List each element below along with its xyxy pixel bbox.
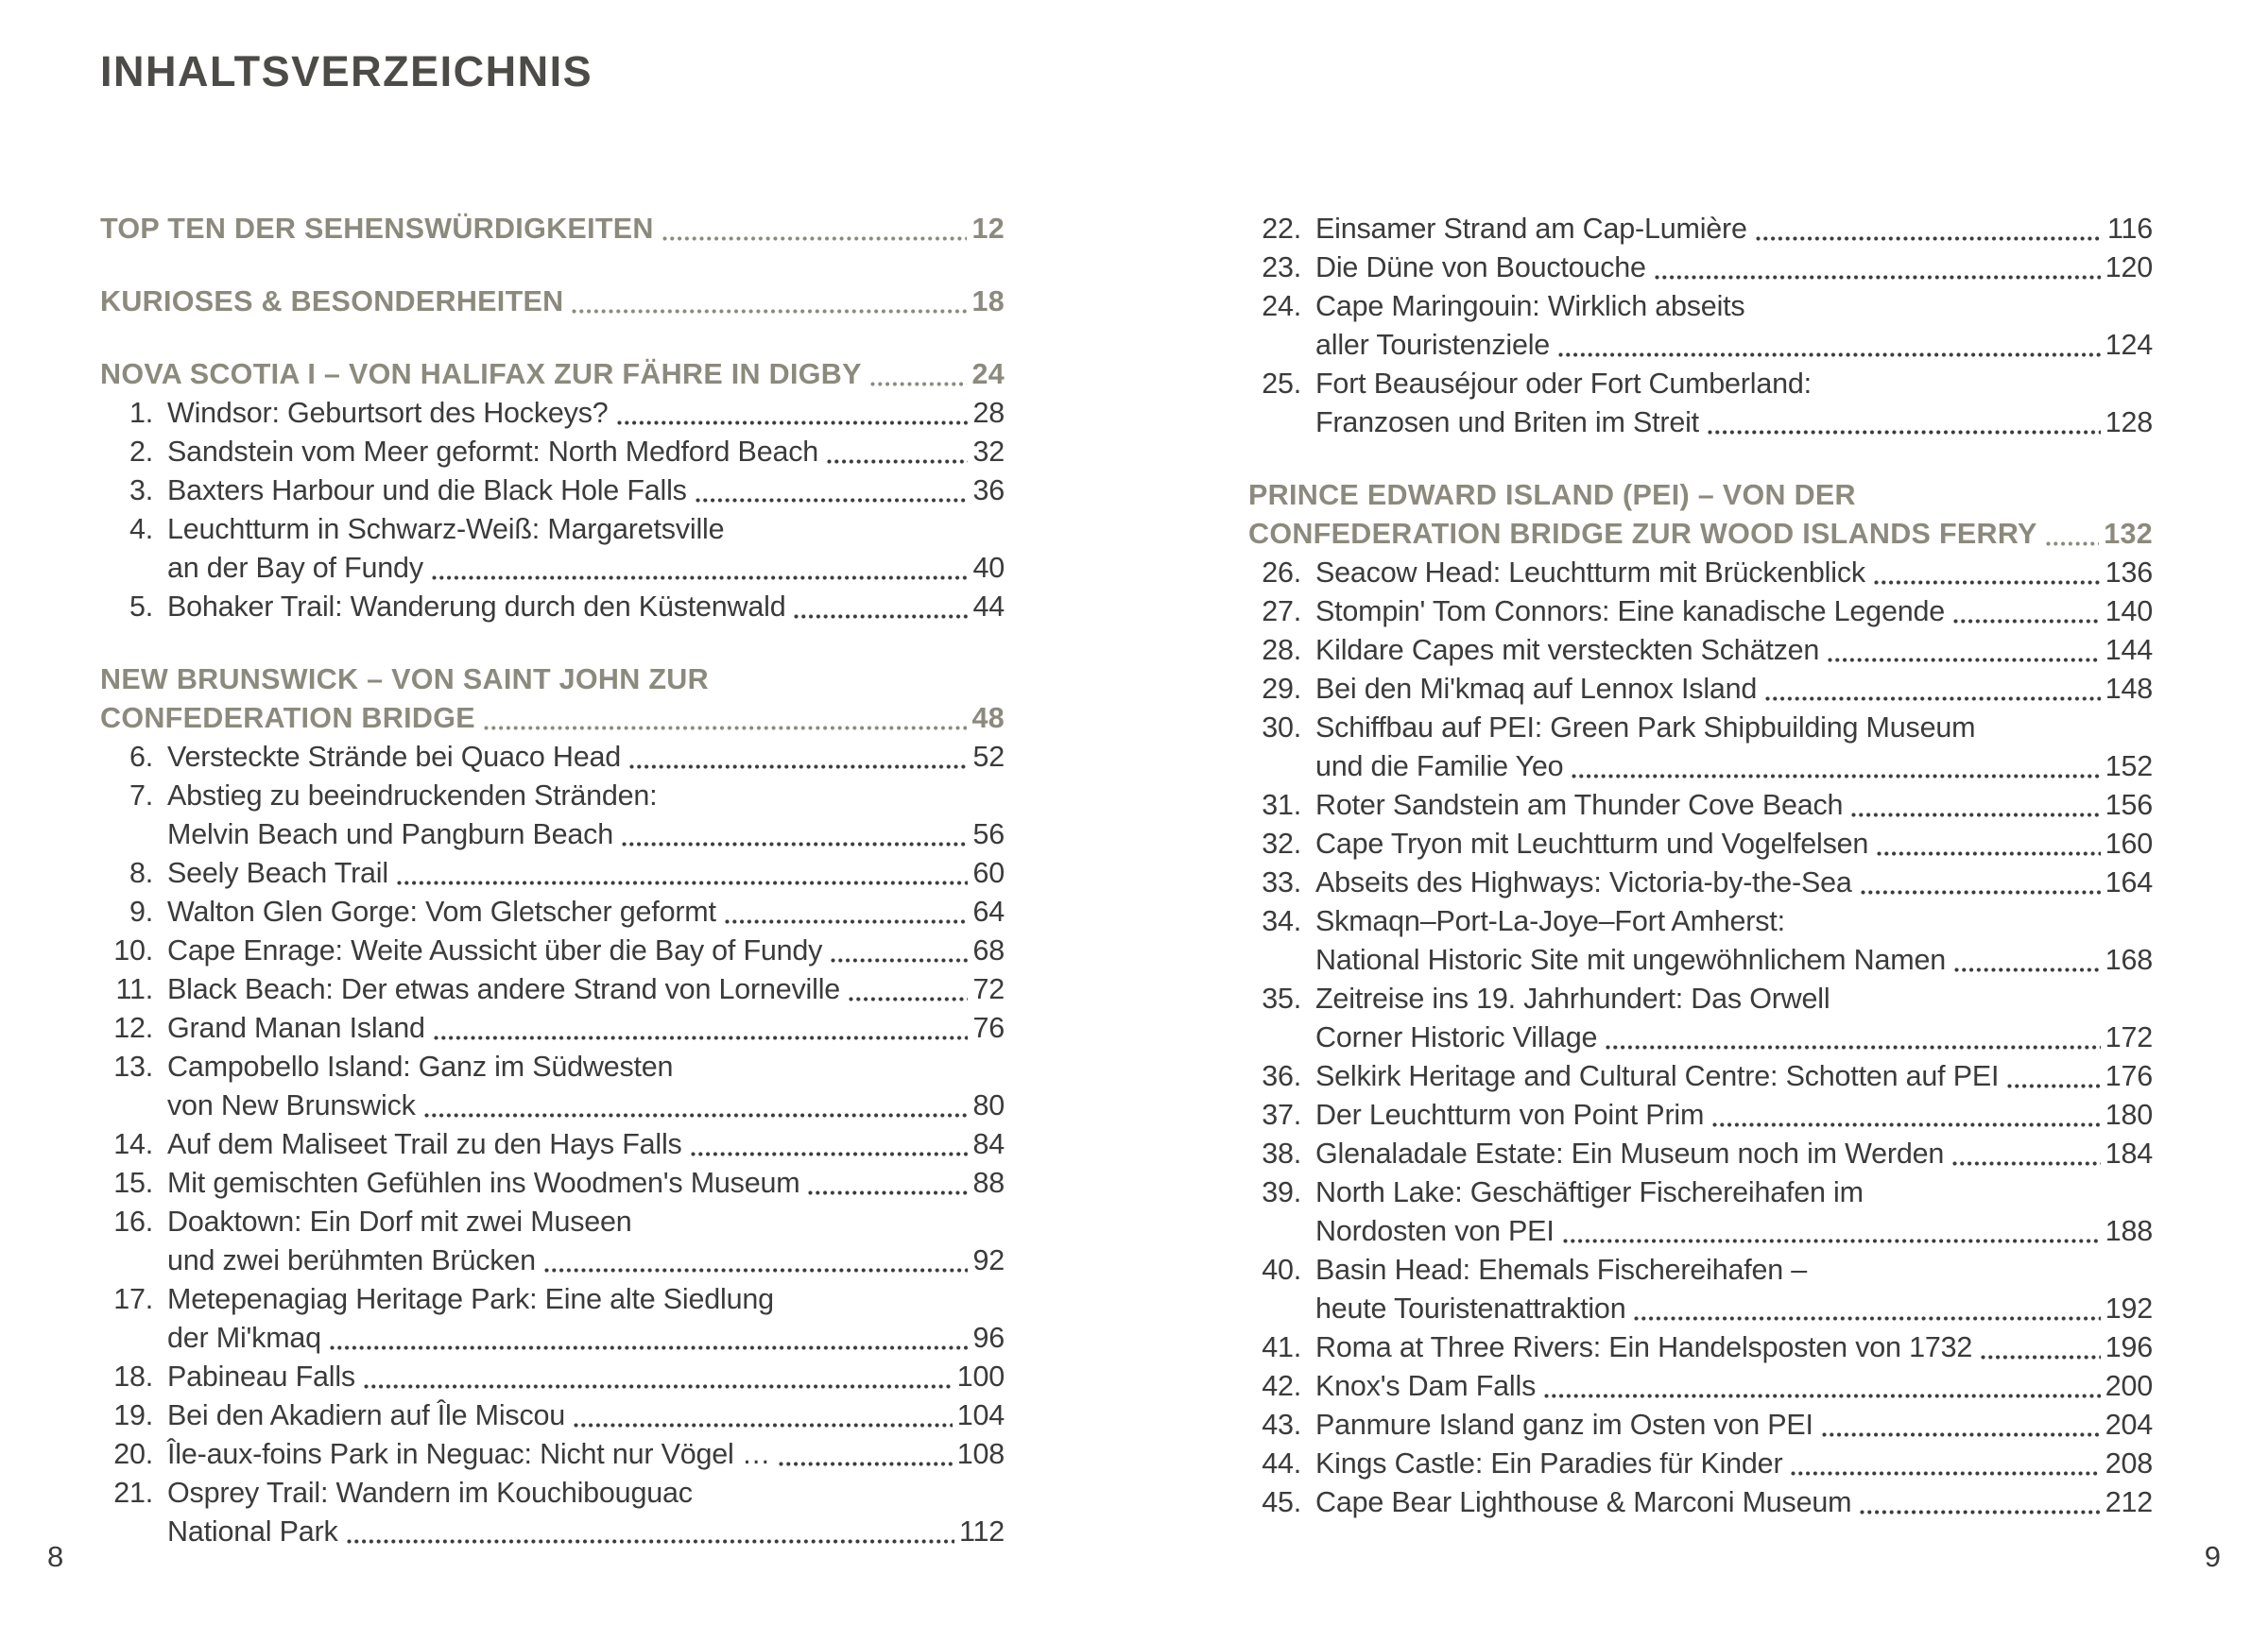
dot-leader	[793, 613, 968, 620]
toc-entry-number: 25.	[1262, 368, 1301, 400]
toc-row	[100, 660, 1005, 699]
dot-leader	[543, 1267, 969, 1274]
toc-entry-page: 60	[972, 857, 1005, 889]
toc-entry-page: 156	[2105, 789, 2153, 821]
dot-leader	[433, 1035, 969, 1041]
toc-row	[100, 210, 1005, 248]
toc-row	[1248, 287, 2153, 326]
toc-entry-title: Walton Glen Gorge: Vom Gletscher geformt	[167, 896, 716, 928]
toc-entry-title: Auf dem Maliseet Trail zu den Hays Falls	[167, 1128, 682, 1160]
toc-entry-page: 28	[972, 397, 1005, 429]
dot-leader	[1711, 1121, 2101, 1128]
dot-leader	[1873, 579, 2101, 586]
toc-column-left	[100, 210, 1005, 1551]
toc-entry-number: 39.	[1262, 1176, 1301, 1208]
toc-row	[100, 510, 1005, 549]
toc-entry-title: Selkirk Heritage and Cultural Centre: Schotten auf PEI	[1315, 1060, 2000, 1092]
toc-entry-page: 208	[2105, 1447, 2153, 1480]
toc-entry-page: 48	[971, 702, 1005, 734]
toc-row	[1248, 670, 2153, 709]
toc-entry-title: Sandstein vom Meer geformt: North Medford Beach	[167, 436, 819, 468]
toc-entry-page: 68	[972, 934, 1005, 967]
toc-entry-page: 80	[972, 1089, 1005, 1121]
toc-row	[100, 588, 1005, 626]
toc-entry-title: Die Düne von Bouctouche	[1315, 251, 1646, 283]
toc-entry-page: 136	[2105, 556, 2153, 589]
toc-entry-title: TOP TEN DER SEHENSWÜRDIGKEITEN	[100, 213, 654, 245]
toc-entry-number: 24.	[1262, 290, 1301, 322]
toc-row	[100, 1358, 1005, 1396]
dot-leader	[2006, 1083, 2100, 1089]
toc-entry-number: 5.	[129, 590, 153, 623]
toc-column-right	[1248, 210, 2153, 1551]
toc-entry-title: Versteckte Strände bei Quaco Head	[167, 741, 622, 773]
toc-entry-title: Doaktown: Ein Dorf mit zwei Museen	[167, 1206, 632, 1238]
dot-leader	[830, 957, 968, 964]
toc-row	[1248, 248, 2153, 287]
toc-entry-title: und zwei berühmten Brücken	[167, 1244, 536, 1276]
toc-row	[100, 854, 1005, 893]
dot-leader	[848, 996, 968, 1002]
toc-row	[100, 433, 1005, 471]
toc-entry-title: PRINCE EDWARD ISLAND (PEI) – VON DER	[1248, 479, 1856, 511]
toc-row	[100, 1048, 1005, 1087]
dot-leader	[1951, 1160, 2101, 1167]
dot-leader	[1980, 1354, 2101, 1361]
toc-entry-number: 38.	[1262, 1138, 1301, 1170]
toc-entry-page: 18	[971, 285, 1005, 317]
dot-leader	[1850, 812, 2100, 818]
toc-row	[100, 282, 1005, 321]
toc-entry-page: 112	[958, 1515, 1005, 1548]
dot-leader	[621, 841, 969, 847]
toc-entry-page: 172	[2105, 1021, 2153, 1053]
page-number-left: 8	[47, 1540, 64, 1573]
toc-entry-title: aller Touristenziele	[1315, 329, 1551, 361]
toc-entry-title: Bei den Mi'kmaq auf Lennox Island	[1315, 673, 1758, 705]
toc-entry-number: 45.	[1262, 1486, 1301, 1518]
toc-row	[100, 1513, 1005, 1551]
toc-entry-number: 28.	[1262, 634, 1301, 666]
dot-leader	[1707, 429, 2101, 436]
toc-columns	[100, 210, 2153, 1551]
toc-entry-page: 44	[972, 590, 1005, 623]
dot-leader	[1654, 274, 2101, 281]
toc-entry-number: 4.	[129, 513, 153, 545]
toc-row	[100, 699, 1005, 738]
toc-entry-number: 36.	[1262, 1060, 1301, 1092]
toc-entry-page: 200	[2105, 1370, 2153, 1402]
toc-entry-title: und die Familie Yeo	[1315, 750, 1564, 782]
toc-entry-number: 42.	[1262, 1370, 1301, 1402]
toc-entry-title: NEW BRUNSWICK – VON SAINT JOHN ZUR	[100, 663, 709, 695]
toc-row	[1248, 476, 2153, 515]
dot-leader	[869, 381, 968, 387]
toc-entry-title: an der Bay of Fundy	[167, 552, 423, 584]
toc-entry-title: Bohaker Trail: Wanderung durch den Küstenwald	[167, 590, 786, 623]
dot-leader	[628, 763, 968, 770]
toc-entry-number: 15.	[113, 1167, 153, 1199]
toc-row	[1248, 554, 2153, 592]
toc-entry-title: Bei den Akadiern auf Île Miscou	[167, 1399, 566, 1431]
dot-leader	[1755, 235, 2103, 242]
toc-entry-page: 116	[2106, 213, 2153, 245]
toc-row	[100, 893, 1005, 932]
dot-leader	[826, 458, 968, 465]
toc-entry-title: Seacow Head: Leuchtturm mit Brückenblick	[1315, 556, 1865, 589]
toc-entry-title: Abseits des Highways: Victoria-by-the-Sea	[1315, 866, 1852, 899]
toc-entry-title: Windsor: Geburtsort des Hockeys?	[167, 397, 609, 429]
toc-entry-title: Roma at Three Rivers: Ein Handelsposten von 1732	[1315, 1331, 1973, 1363]
toc-entry-title: Cape Enrage: Weite Aussicht über die Bay of Fundy	[167, 934, 823, 967]
toc-entry-title: Panmure Island ganz im Osten von PEI	[1315, 1409, 1813, 1441]
toc-row	[100, 1396, 1005, 1435]
toc-entry-title: Stompin' Tom Connors: Eine kanadische Legende	[1315, 595, 1945, 627]
toc-entry-page: 144	[2105, 634, 2153, 666]
dot-leader	[573, 1422, 953, 1429]
toc-entry-page: 56	[972, 818, 1005, 850]
toc-entry-page: 212	[2105, 1486, 2153, 1518]
toc-row	[1248, 1018, 2153, 1057]
toc-row	[100, 1203, 1005, 1241]
dot-leader	[778, 1461, 953, 1467]
toc-entry-title: Franzosen und Briten im Streit	[1315, 406, 1699, 438]
toc-entry-page: 96	[972, 1322, 1005, 1354]
toc-entry-page: 160	[2105, 828, 2153, 860]
toc-row	[100, 1241, 1005, 1280]
toc-row	[1248, 365, 2153, 403]
toc-entry-number: 13.	[113, 1051, 153, 1083]
dot-leader	[695, 497, 969, 504]
toc-entry-number: 8.	[129, 857, 153, 889]
toc-entry-page: 196	[2105, 1331, 2153, 1363]
toc-row	[1248, 1406, 2153, 1445]
toc-entry-page: 188	[2105, 1215, 2153, 1247]
toc-entry-page: 164	[2105, 866, 2153, 899]
dot-leader	[483, 725, 968, 731]
toc-entry-page: 52	[972, 741, 1005, 773]
dot-leader	[1876, 850, 2101, 857]
toc-entry-number: 41.	[1262, 1331, 1301, 1363]
dot-leader	[423, 1112, 969, 1119]
toc-entry-page: 176	[2105, 1060, 2153, 1092]
toc-entry-page: 88	[972, 1167, 1005, 1199]
toc-entry-title: CONFEDERATION BRIDGE ZUR WOOD ISLANDS FERRY	[1248, 518, 2037, 550]
toc-entry-number: 23.	[1262, 251, 1301, 283]
dot-leader	[807, 1190, 968, 1196]
toc-entry-number: 10.	[113, 934, 153, 967]
toc-entry-number: 31.	[1262, 789, 1301, 821]
dot-leader	[1557, 351, 2101, 358]
dot-leader	[571, 308, 967, 315]
toc-entry-title: Seely Beach Trail	[167, 857, 388, 889]
dot-leader	[1605, 1044, 2100, 1051]
toc-row	[1248, 631, 2153, 670]
toc-entry-page: 36	[972, 474, 1005, 506]
toc-entry-page: 40	[972, 552, 1005, 584]
toc-row	[1248, 210, 2153, 248]
toc-entry-title: CONFEDERATION BRIDGE	[100, 702, 475, 734]
toc-entry-title: Black Beach: Der etwas andere Strand von Lorneville	[167, 973, 841, 1005]
toc-entry-title: Skmaqn–Port-La-Joye–Fort Amherst:	[1315, 905, 1785, 937]
toc-entry-page: 132	[2104, 518, 2153, 550]
dot-leader	[1821, 1431, 2101, 1438]
toc-entry-page: 140	[2105, 595, 2153, 627]
toc-row	[1248, 980, 2153, 1018]
toc-row	[1248, 709, 2153, 747]
toc-entry-number: 2.	[129, 436, 153, 468]
toc-entry-number: 18.	[113, 1361, 153, 1393]
page-title: INHALTSVERZEICHNIS	[100, 47, 593, 95]
toc-entry-title: Schiffbau auf PEI: Green Park Shipbuilding Museum	[1315, 711, 1976, 744]
toc-row	[1248, 403, 2153, 442]
toc-entry-title: Campobello Island: Ganz im Südwesten	[167, 1051, 674, 1083]
toc-row	[100, 1280, 1005, 1319]
toc-row	[100, 471, 1005, 510]
toc-entry-title: Nordosten von PEI	[1315, 1215, 1555, 1247]
toc-entry-page: 152	[2105, 750, 2153, 782]
dot-leader	[1952, 618, 2101, 625]
dot-leader	[1543, 1393, 2101, 1399]
toc-entry-title: von New Brunswick	[167, 1089, 416, 1121]
toc-entry-title: Grand Manan Island	[167, 1012, 425, 1044]
toc-row	[1248, 1212, 2153, 1251]
toc-entry-title: KURIOSES & BESONDERHEITEN	[100, 285, 564, 317]
toc-entry-page: 104	[956, 1399, 1005, 1431]
toc-entry-page: 124	[2105, 329, 2153, 361]
toc-entry-page: 72	[972, 973, 1005, 1005]
toc-entry-number: 33.	[1262, 866, 1301, 899]
toc-entry-number: 7.	[129, 779, 153, 812]
toc-entry-title: Baxters Harbour und die Black Hole Falls	[167, 474, 687, 506]
toc-entry-number: 9.	[129, 896, 153, 928]
toc-row	[100, 738, 1005, 777]
toc-entry-number: 17.	[113, 1283, 153, 1315]
toc-entry-number: 27.	[1262, 595, 1301, 627]
toc-row	[1248, 1135, 2153, 1173]
toc-entry-title: Cape Bear Lighthouse & Marconi Museum	[1315, 1486, 1852, 1518]
toc-row	[100, 1164, 1005, 1203]
toc-row	[1248, 1483, 2153, 1522]
toc-row	[1248, 326, 2153, 365]
toc-entry-number: 29.	[1262, 673, 1301, 705]
toc-row	[1248, 864, 2153, 902]
toc-entry-title: Osprey Trail: Wandern im Kouchibouguac	[167, 1477, 693, 1509]
toc-row	[100, 777, 1005, 815]
toc-row	[100, 932, 1005, 970]
toc-row	[1248, 902, 2153, 941]
toc-row	[1248, 1251, 2153, 1290]
toc-entry-title: Cape Tryon mit Leuchtturm und Vogelfelsen	[1315, 828, 1869, 860]
dot-leader	[724, 918, 969, 925]
toc-entry-number: 21.	[113, 1477, 153, 1509]
toc-entry-number: 14.	[113, 1128, 153, 1160]
toc-row	[1248, 1096, 2153, 1135]
toc-entry-page: 84	[972, 1128, 1005, 1160]
toc-row	[1248, 1445, 2153, 1483]
toc-entry-page: 100	[956, 1361, 1005, 1393]
toc-entry-title: Île-aux-foins Park in Neguac: Nicht nur Vögel …	[167, 1438, 771, 1470]
toc-entry-number: 6.	[129, 741, 153, 773]
toc-entry-title: National Park	[167, 1515, 338, 1548]
toc-entry-title: Der Leuchtturm von Point Prim	[1315, 1099, 1705, 1131]
toc-entry-number: 40.	[1262, 1254, 1301, 1286]
toc-entry-number: 35.	[1262, 983, 1301, 1015]
toc-row	[1248, 515, 2153, 554]
toc-entry-title: Mit gemischten Gefühlen ins Woodmen's Museum	[167, 1167, 800, 1199]
toc-entry-number: 37.	[1262, 1099, 1301, 1131]
toc-entry-title: National Historic Site mit ungewöhnlichem Namen	[1315, 944, 1946, 976]
toc-row	[1248, 747, 2153, 786]
toc-entry-title: Corner Historic Village	[1315, 1021, 1598, 1053]
dot-leader	[1571, 773, 2100, 779]
dot-leader	[1953, 967, 2101, 973]
toc-entry-number: 11.	[115, 973, 153, 1005]
toc-entry-number: 43.	[1262, 1409, 1301, 1441]
toc-row	[100, 1319, 1005, 1358]
toc-entry-page: 108	[956, 1438, 1005, 1470]
toc-row	[1248, 1173, 2153, 1212]
toc-entry-number: 19.	[113, 1399, 153, 1431]
dot-leader	[1633, 1315, 2100, 1322]
toc-entry-title: Glenaladale Estate: Ein Museum noch im Werden	[1315, 1138, 1945, 1170]
toc-row	[100, 394, 1005, 433]
toc-entry-title: Einsamer Strand am Cap-Lumière	[1315, 213, 1747, 245]
toc-entry-title: Roter Sandstein am Thunder Cove Beach	[1315, 789, 1844, 821]
toc-entry-page: 204	[2105, 1409, 2153, 1441]
toc-row	[100, 970, 1005, 1009]
toc-entry-title: NOVA SCOTIA I – VON HALIFAX ZUR FÄHRE IN DIGBY	[100, 358, 862, 390]
toc-entry-number: 16.	[113, 1206, 153, 1238]
toc-row	[1248, 1290, 2153, 1328]
dot-leader	[2045, 540, 2100, 547]
toc-entry-number: 1.	[129, 397, 153, 429]
toc-entry-title: heute Touristenattraktion	[1315, 1292, 1626, 1325]
toc-entry-page: 120	[2105, 251, 2153, 283]
dot-leader	[1790, 1470, 2100, 1477]
toc-entry-page: 192	[2105, 1292, 2153, 1325]
toc-row	[100, 1125, 1005, 1164]
toc-entry-page: 180	[2105, 1099, 2153, 1131]
toc-entry-page: 128	[2105, 406, 2153, 438]
toc-entry-number: 3.	[129, 474, 153, 506]
toc-row	[100, 1009, 1005, 1048]
toc-entry-number: 34.	[1262, 905, 1301, 937]
toc-entry-page: 32	[972, 436, 1005, 468]
dot-leader	[346, 1538, 954, 1545]
toc-entry-title: Kings Castle: Ein Paradies für Kinder	[1315, 1447, 1783, 1480]
toc-row	[100, 815, 1005, 854]
dot-leader	[363, 1383, 953, 1390]
dot-leader	[1827, 657, 2101, 663]
toc-entry-page: 64	[972, 896, 1005, 928]
toc-entry-title: Abstieg zu beeindruckenden Stränden:	[167, 779, 658, 812]
toc-entry-title: Metepenagiag Heritage Park: Eine alte Siedlung	[167, 1283, 774, 1315]
toc-entry-title: Fort Beauséjour oder Fort Cumberland:	[1315, 368, 1812, 400]
toc-entry-number: 12.	[113, 1012, 153, 1044]
toc-entry-page: 148	[2105, 673, 2153, 705]
toc-entry-page: 12	[971, 213, 1005, 245]
dot-leader	[1860, 889, 2101, 896]
toc-row	[1248, 592, 2153, 631]
toc-entry-title: Pabineau Falls	[167, 1361, 355, 1393]
toc-row	[1248, 1057, 2153, 1096]
toc-entry-number: 26.	[1262, 556, 1301, 589]
toc-entry-title: Melvin Beach und Pangburn Beach	[167, 818, 613, 850]
toc-entry-page: 92	[972, 1244, 1005, 1276]
toc-row	[1248, 1367, 2153, 1406]
toc-row	[100, 549, 1005, 588]
dot-leader	[616, 419, 969, 426]
dot-leader	[1562, 1238, 2101, 1244]
toc-entry-title: Cape Maringouin: Wirklich abseits	[1315, 290, 1745, 322]
dot-leader	[1859, 1509, 2100, 1515]
dot-leader	[329, 1344, 969, 1351]
dot-leader	[431, 574, 969, 581]
toc-row	[1248, 941, 2153, 980]
dot-leader	[1764, 695, 2101, 702]
toc-entry-page: 76	[972, 1012, 1005, 1044]
toc-row	[100, 1474, 1005, 1513]
toc-entry-number: 20.	[113, 1438, 153, 1470]
toc-row	[100, 1435, 1005, 1474]
toc-entry-title: Basin Head: Ehemals Fischereihafen –	[1315, 1254, 1808, 1286]
toc-entry-page: 168	[2105, 944, 2153, 976]
toc-row	[1248, 1328, 2153, 1367]
toc-row	[1248, 825, 2153, 864]
toc-row	[100, 1087, 1005, 1125]
toc-entry-number: 30.	[1262, 711, 1301, 744]
page-number-right: 9	[2204, 1540, 2221, 1573]
toc-entry-number: 44.	[1262, 1447, 1301, 1480]
toc-entry-title: Knox's Dam Falls	[1315, 1370, 1537, 1402]
toc-entry-page: 24	[971, 358, 1005, 390]
dot-leader	[690, 1151, 969, 1157]
toc-entry-number: 32.	[1262, 828, 1301, 860]
toc-entry-title: Leuchtturm in Schwarz-Weiß: Margaretsville	[167, 513, 725, 545]
toc-entry-title: Zeitreise ins 19. Jahrhundert: Das Orwell	[1315, 983, 1830, 1015]
toc-entry-title: Kildare Capes mit versteckten Schätzen	[1315, 634, 1820, 666]
dot-leader	[662, 235, 968, 242]
toc-entry-number: 22.	[1262, 213, 1301, 245]
dot-leader	[396, 880, 969, 886]
toc-entry-page: 184	[2105, 1138, 2153, 1170]
toc-entry-title: der Mi'kmaq	[167, 1322, 321, 1354]
toc-row	[100, 355, 1005, 394]
toc-row	[1248, 786, 2153, 825]
toc-entry-title: North Lake: Geschäftiger Fischereihafen im	[1315, 1176, 1864, 1208]
